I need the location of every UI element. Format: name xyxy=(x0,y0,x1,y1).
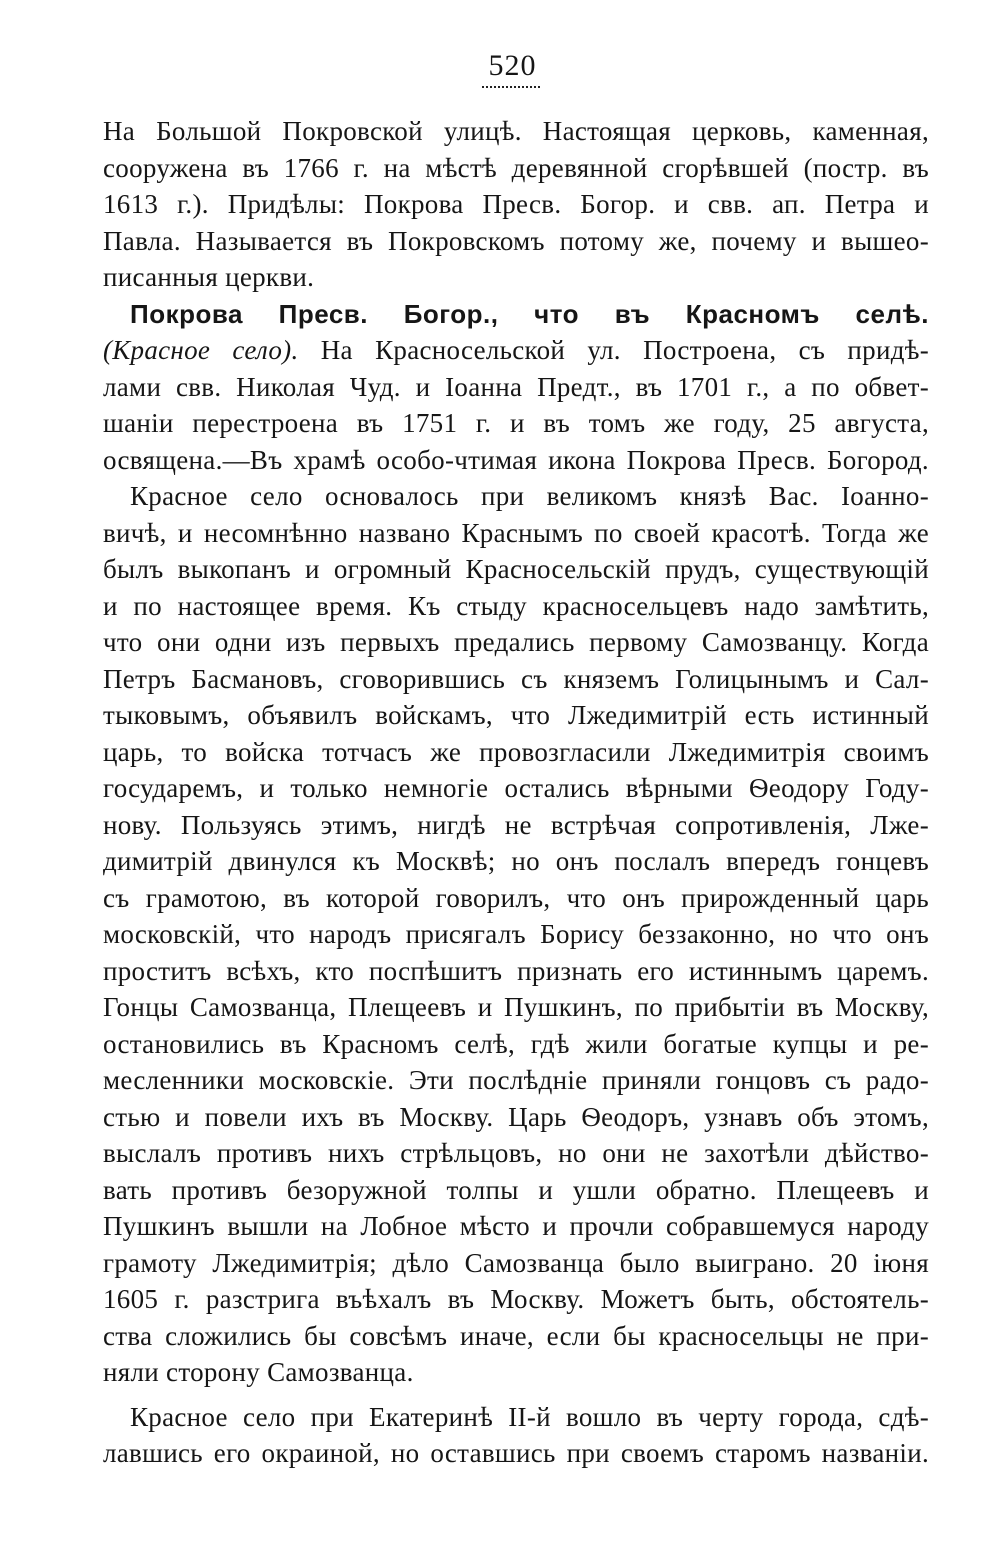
text-line: Павла. Называется въ Покровскомъ потому же, почему и вышео- xyxy=(103,225,929,256)
page-number: 520 xyxy=(488,49,537,82)
text-line: стью и повели ихъ въ Москву. Царь Ѳеодоръ, узнавъ объ этомъ, xyxy=(103,1101,929,1132)
text-line: выслалъ противъ нихъ стрѣльцовъ, но они не захотѣли дѣйство- xyxy=(103,1138,929,1168)
text-line: тыковымъ, объявилъ войскамъ, что Лжедимитрій есть истинный xyxy=(103,700,929,730)
text-line: месленники московскіе. Эти послѣдніе приняли гонцовъ съ радо- xyxy=(103,1065,929,1095)
text-line xyxy=(103,332,929,369)
text-line: и по настоящее время. Къ стыду красносельцевъ надо замѣтить, xyxy=(103,590,929,621)
text-line: сооружена въ 1766 г. на мѣстѣ деревянной сгорѣвшей (постр. въ xyxy=(103,152,929,183)
text-line: Красное село при Екатеринѣ II-й вошло въ черту города, сдѣ- xyxy=(130,1401,929,1432)
text-line: московскій, что народъ присягалъ Борису беззаконно, но что онъ xyxy=(103,919,929,949)
text-line: димитрій двинулся къ Москвѣ; но онъ послалъ впередъ гонцевъ xyxy=(103,846,929,876)
text-line: На Большой Покровской улицѣ. Настоящая церковь, каменная, xyxy=(103,116,929,146)
text-line: 1605 г. разстрига въѣхалъ въ Москву. Можетъ быть, обстоятель- xyxy=(103,1284,929,1314)
page-number-rule xyxy=(482,86,540,88)
text-line: вичѣ, и несомнѣнно названо Краснымъ по своей красотѣ. Тогда же xyxy=(103,517,929,548)
text-line: съ грамотою, въ которой говорилъ, что онъ прирожденный царь xyxy=(103,882,929,913)
text-line: проститъ всѣхъ, кто поспѣшитъ признать его истиннымъ царемъ. xyxy=(103,955,929,986)
text-line: лами свв. Николая Чуд. и Іоанна Предт., въ 1701 г., а по обвет- xyxy=(103,371,929,402)
text-line: Петръ Басмановъ, сговорившись съ княземъ Голицынымъ и Сал- xyxy=(103,663,929,694)
text-line: царь, то войска тотчасъ же провозгласили Лжедимитрія своимъ xyxy=(103,736,929,767)
text-line: что они одни изъ первыхъ предались первому Самозванцу. Когда xyxy=(103,627,929,657)
paragraph-gap xyxy=(103,1391,929,1399)
text-line: государемъ, и только немногіе остались вѣрными Ѳеодору Году- xyxy=(103,773,929,803)
text-line: няли сторону Самозванца. xyxy=(103,1357,414,1387)
text-line: освящена.—Въ храмѣ особо-чтимая икона Покрова Пресв. Богород. xyxy=(103,444,929,475)
text-line: писанныя церкви. xyxy=(103,262,315,292)
page-text xyxy=(103,113,929,1472)
text-line: грамоту Лжедимитрія; дѣло Самозванца было выиграно. 20 іюня xyxy=(103,1247,929,1278)
text-line: 1613 г.). Придѣлы: Покрова Пресв. Богор. и свв. ап. Петра и xyxy=(103,189,929,219)
text-line: Гонцы Самозванца, Плещеевъ и Пушкинъ, по прибытіи въ Москву, xyxy=(103,992,929,1022)
section-title: Покрова Пресв. Богор., что въ Красномъ селѣ. xyxy=(130,298,929,329)
text-line: шаніи перестроена въ 1751 г. и въ томъ же году, 25 августа, xyxy=(103,408,929,438)
text-line: былъ выкопанъ и огромный Красносельскій прудъ, существующій xyxy=(103,554,929,584)
text-line: нову. Пользуясь этимъ, нигдѣ не встрѣчая сопротивленія, Лже- xyxy=(103,809,929,840)
text-line: остановились въ Красномъ селѣ, гдѣ жили богатые купцы и ре- xyxy=(103,1028,929,1059)
section-subtitle: (Красное село). xyxy=(103,335,299,365)
section-heading xyxy=(103,296,929,333)
text-line: Красное село основалось при великомъ князѣ Вас. Іоанно- xyxy=(130,481,929,511)
text-line: лавшись его окраиной, но оставшись при своемъ старомъ названіи. xyxy=(103,1438,929,1468)
section-text: На Красносельской ул. Построена, съ придѣ- xyxy=(298,335,929,365)
text-line: ства сложились бы совсѣмъ иначе, если бы красносельцы не при- xyxy=(103,1320,929,1351)
text-line: вать противъ безоружной толпы и ушли обратно. Плещеевъ и xyxy=(103,1174,929,1205)
text-line: Пушкинъ вышли на Лобное мѣсто и прочли собравшемуся народу xyxy=(103,1211,929,1241)
